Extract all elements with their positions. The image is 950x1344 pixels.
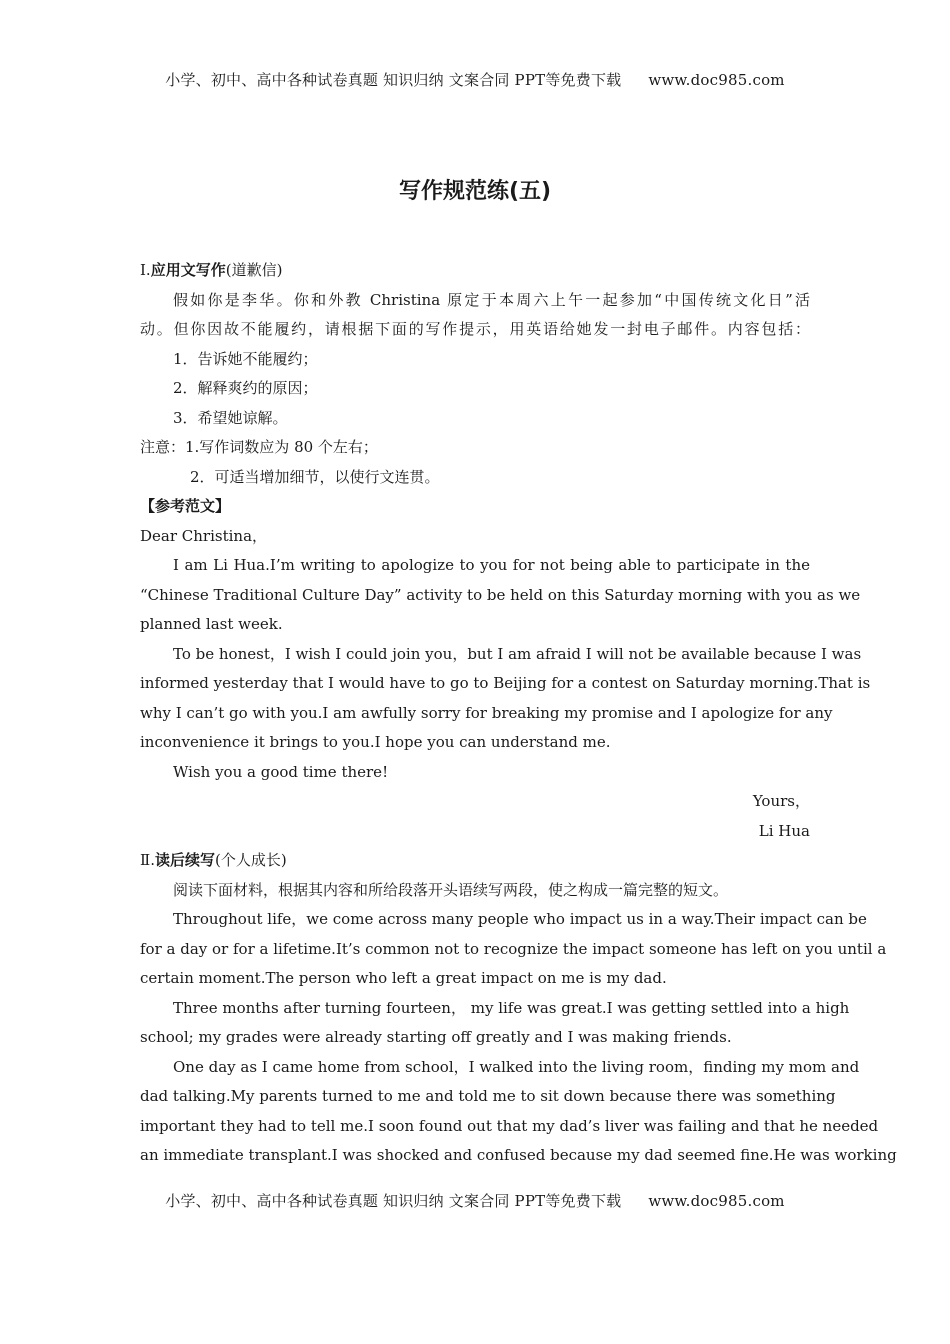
requirement-item: 2．解释爽约的原因；: [173, 379, 318, 397]
letter-line: informed yesterday that I would have to go to Beijing for a contest on Saturday morning.That is: [140, 674, 871, 692]
section2-heading-bold: 读后续写: [154, 851, 215, 869]
section1-heading-bold: 应用文写作: [150, 261, 226, 279]
requirement-item: 1．告诉她不能履约；: [173, 349, 318, 368]
section1-heading-rest: (道歉信): [225, 261, 283, 279]
footer-text: 小学、初中、高中各种试卷真题 知识归纳 文案合同 PPT等免费下载: [165, 1192, 622, 1210]
document-body: [140, 256, 897, 1171]
prompt-line: 动。但你因故不能履约，请根据下面的写作提示，用英语给她发一封电子邮件。内容包括：: [140, 320, 810, 338]
letter-signature: Li Hua: [758, 821, 810, 840]
story-line: dad talking.My parents turned to me and told me to sit down because there was something: [140, 1087, 836, 1105]
requirement-item: 3．希望她谅解。: [173, 408, 288, 427]
instruction-line: 阅读下面材料，根据其内容和所给段落开头语续写两段，使之构成一篇完整的短文。: [173, 880, 729, 899]
header-text: 小学、初中、高中各种试卷真题 知识归纳 文案合同 PPT等免费下载: [165, 71, 622, 89]
story-line: school; my grades were already starting off greatly and I was making friends.: [140, 1028, 732, 1046]
letter-line: why I can’t go with you.I am awfully sorry for breaking my promise and I apologize for any: [140, 703, 833, 722]
story-line: an immediate transplant.I was shocked and confused because my dad seemed fine.He was working: [140, 1146, 897, 1164]
page-footer: [0, 1190, 950, 1211]
note-line: 2．可适当增加细节，以使行文连贯。: [190, 467, 440, 486]
page-header: [0, 69, 950, 90]
section1-heading: [140, 256, 810, 286]
section1-heading-num: Ⅰ.: [140, 261, 151, 279]
letter-line: Wish you a good time there!: [173, 762, 389, 781]
header-site: www.doc985.com: [648, 71, 785, 89]
letter-line: “Chinese Traditional Culture Day” activity to be held on this Saturday morning with you as we: [140, 585, 861, 604]
section2-heading-num: Ⅱ.: [140, 851, 155, 869]
letter-line: I am Li Hua.I’m writing to apologize to you for not being able to participate in the: [173, 556, 810, 574]
story-line: for a day or for a lifetime.It’s common not to recognize the impact someone has left on you until a: [140, 939, 887, 958]
story-line: certain moment.The person who left a great impact on me is my dad.: [140, 969, 667, 987]
letter-line: inconvenience it brings to you.I hope you can understand me.: [140, 733, 611, 751]
letter-line: planned last week.: [140, 615, 283, 633]
story-line: One day as I came home from school，I walked into the living room，finding my mom and: [173, 1057, 860, 1076]
page-title: 写作规范练(五): [398, 179, 552, 204]
story-line: Throughout life，we come across many people who impact us in a way.Their impact can be: [173, 910, 867, 928]
letter-closing: Yours，: [752, 792, 810, 810]
letter-line: To be honest，I wish I could join you，but I am afraid I will not be available because I was: [173, 644, 862, 663]
sample-label: 【参考范文】: [140, 497, 231, 515]
prompt-line: 假如你是李华。你和外教 Christina 原定于本周六上午一起参加“中国传统文化日”活: [173, 290, 810, 309]
story-line: important they had to tell me.I soon found out that my dad’s liver was failing and that he needed: [140, 1116, 879, 1135]
footer-site: www.doc985.com: [648, 1192, 785, 1210]
section2-heading-rest: (个人成长): [214, 851, 287, 869]
story-line: Three months after turning fourteen， my life was great.I was getting settled into a high: [173, 998, 850, 1017]
section2-heading: [140, 846, 810, 876]
note-line: 注意：1.写作词数应为 80 个左右；: [140, 438, 378, 456]
letter-salutation: Dear Christina，: [140, 526, 268, 545]
